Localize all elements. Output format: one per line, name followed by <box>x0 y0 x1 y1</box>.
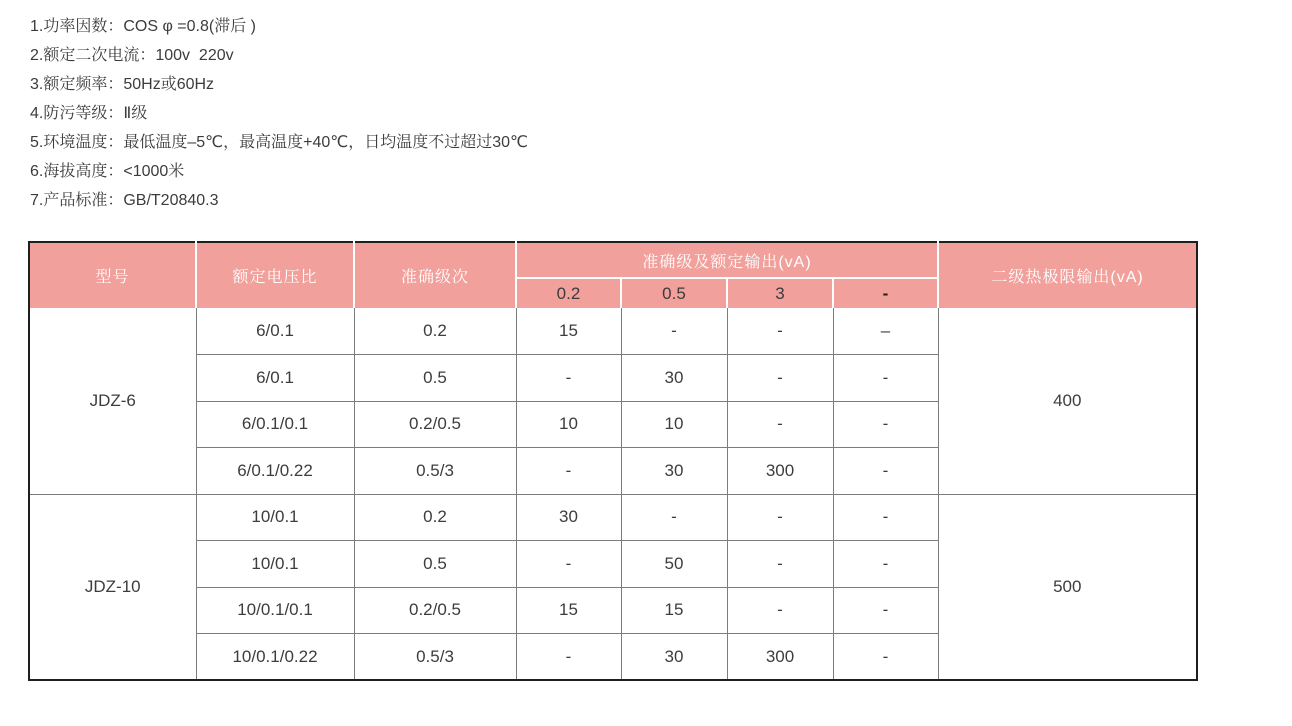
header-accuracy: 准确级次 <box>354 242 516 308</box>
cell-out-3: - <box>727 587 833 634</box>
cell-ratio: 6/0.1/0.22 <box>196 448 354 495</box>
spec-line-pollution-class: 4.防污等级：Ⅱ级 <box>30 105 148 122</box>
cell-out-05: 30 <box>621 634 727 681</box>
spec-line-altitude: 6.海拔高度：<1000米 <box>30 163 185 180</box>
header-output-group: 准确级及额定输出(vA) <box>516 242 938 278</box>
spec-line-secondary-current: 2.额定二次电流：100v 220v <box>30 47 234 64</box>
table-body <box>29 308 1197 680</box>
subheader-class-05: 0.5 <box>621 278 727 308</box>
table-header <box>29 242 1197 308</box>
table-row <box>29 308 1197 355</box>
cell-out-3: - <box>727 494 833 541</box>
cell-out-05: 30 <box>621 448 727 495</box>
cell-out-05: 30 <box>621 355 727 402</box>
cell-out-02: - <box>516 448 621 495</box>
cell-out-3: - <box>727 541 833 588</box>
cell-accuracy: 0.5/3 <box>354 634 516 681</box>
cell-out-02: 15 <box>516 587 621 634</box>
header-model: 型号 <box>29 242 196 308</box>
spec-line-standard: 7.产品标准：GB/T20840.3 <box>30 192 219 209</box>
cell-out-02: 15 <box>516 308 621 355</box>
cell-out-3: - <box>727 401 833 448</box>
cell-out-dash: – <box>833 308 938 355</box>
cell-accuracy: 0.2/0.5 <box>354 401 516 448</box>
cell-out-dash: - <box>833 541 938 588</box>
cell-model: JDZ-6 <box>29 308 196 494</box>
cell-accuracy: 0.2 <box>354 308 516 355</box>
cell-ratio: 6/0.1 <box>196 355 354 402</box>
cell-out-dash: - <box>833 355 938 402</box>
cell-ratio: 10/0.1/0.1 <box>196 587 354 634</box>
cell-out-05: 15 <box>621 587 727 634</box>
cell-accuracy: 0.2 <box>354 494 516 541</box>
cell-out-3: - <box>727 308 833 355</box>
cell-ratio: 10/0.1 <box>196 494 354 541</box>
spec-list <box>30 12 528 215</box>
cell-out-3: 300 <box>727 448 833 495</box>
cell-out-05: 50 <box>621 541 727 588</box>
cell-out-05: 10 <box>621 401 727 448</box>
spec-table <box>28 241 1198 681</box>
table-row <box>29 494 1197 541</box>
spec-line-frequency: 3.额定频率：50Hz或60Hz <box>30 76 215 93</box>
cell-out-02: - <box>516 634 621 681</box>
subheader-class-dash: - <box>833 278 938 308</box>
header-thermal: 二级热极限输出(vA) <box>938 242 1197 308</box>
spec-line-ambient-temp: 5.环境温度：最低温度–5℃，最高温度+40℃，日均温度不过超过30℃ <box>30 134 528 151</box>
cell-out-02: 30 <box>516 494 621 541</box>
header-ratio: 额定电压比 <box>196 242 354 308</box>
header-row-main <box>29 242 1197 278</box>
cell-model: JDZ-10 <box>29 494 196 680</box>
cell-out-dash: - <box>833 587 938 634</box>
subheader-class-02: 0.2 <box>516 278 621 308</box>
cell-accuracy: 0.5 <box>354 541 516 588</box>
cell-out-dash: - <box>833 448 938 495</box>
cell-accuracy: 0.2/0.5 <box>354 587 516 634</box>
cell-out-dash: - <box>833 494 938 541</box>
cell-thermal: 400 <box>938 308 1197 494</box>
cell-accuracy: 0.5/3 <box>354 448 516 495</box>
cell-out-dash: - <box>833 401 938 448</box>
spec-line-power-factor: 1.功率因数：COS φ =0.8(滞后 ) <box>30 18 256 35</box>
cell-out-02: - <box>516 355 621 402</box>
cell-out-05: - <box>621 308 727 355</box>
cell-out-dash: - <box>833 634 938 681</box>
cell-out-02: 10 <box>516 401 621 448</box>
cell-out-05: - <box>621 494 727 541</box>
cell-out-3: - <box>727 355 833 402</box>
cell-accuracy: 0.5 <box>354 355 516 402</box>
cell-ratio: 10/0.1 <box>196 541 354 588</box>
cell-ratio: 10/0.1/0.22 <box>196 634 354 681</box>
cell-out-02: - <box>516 541 621 588</box>
cell-ratio: 6/0.1 <box>196 308 354 355</box>
cell-ratio: 6/0.1/0.1 <box>196 401 354 448</box>
cell-out-3: 300 <box>727 634 833 681</box>
cell-thermal: 500 <box>938 494 1197 680</box>
subheader-class-3: 3 <box>727 278 833 308</box>
